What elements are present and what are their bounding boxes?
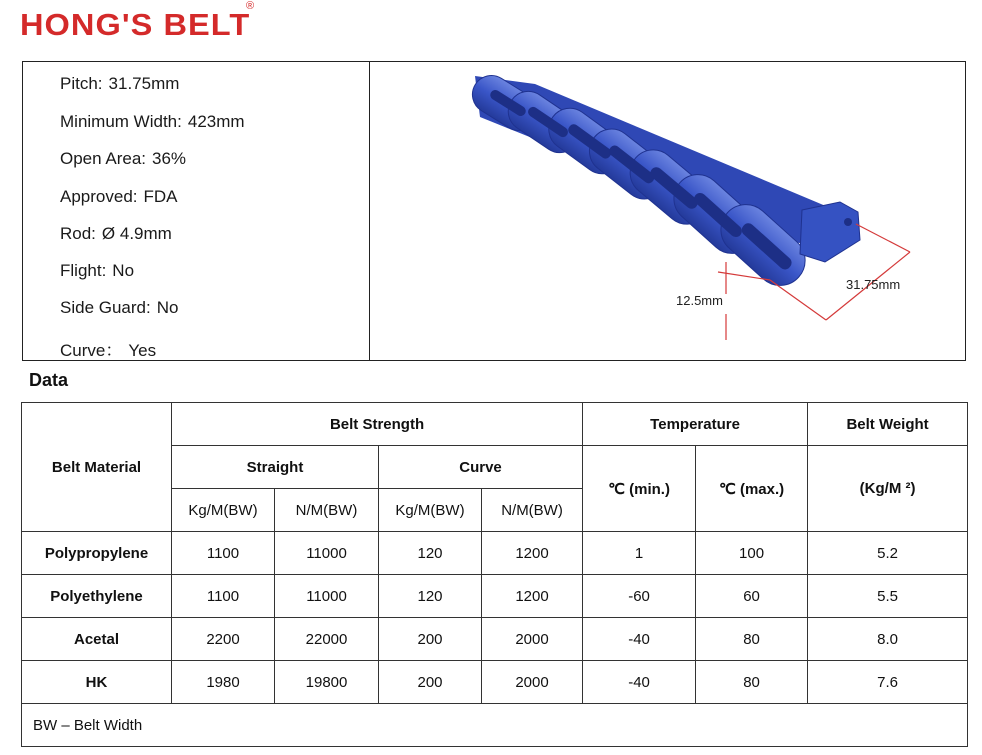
value-cell: 200 bbox=[379, 618, 482, 661]
unit-header: N/M(BW) bbox=[275, 489, 379, 532]
spec-label: Rod: bbox=[60, 224, 96, 243]
spec-label: Approved: bbox=[60, 187, 138, 206]
value-cell: 22000 bbox=[275, 618, 379, 661]
value-cell: -60 bbox=[583, 575, 696, 618]
registered-mark: ® bbox=[246, 0, 255, 12]
spec-box bbox=[22, 61, 966, 361]
value-cell: 120 bbox=[379, 575, 482, 618]
spec-flight bbox=[60, 261, 134, 281]
value-cell: 80 bbox=[696, 618, 808, 661]
brand-name: HONG'S BELT bbox=[20, 7, 251, 42]
section-title: Data bbox=[29, 370, 69, 390]
value-cell: 1100 bbox=[172, 575, 275, 618]
value-cell: 1200 bbox=[482, 532, 583, 575]
value-cell: 5.5 bbox=[808, 575, 968, 618]
value-cell: 100 bbox=[696, 532, 808, 575]
spec-label: Flight: bbox=[60, 261, 107, 280]
value-cell: 1 bbox=[583, 532, 696, 575]
spec-list bbox=[23, 62, 370, 360]
spec-value: 423mm bbox=[187, 112, 245, 131]
spec-value: No bbox=[112, 261, 135, 280]
spec-value: No bbox=[156, 298, 179, 317]
spec-label: Minimum Width: bbox=[60, 112, 182, 131]
spec-min-width bbox=[60, 112, 245, 132]
value-cell: 1100 bbox=[172, 532, 275, 575]
unit-header: Kg/M(BW) bbox=[379, 489, 482, 532]
header-belt-weight: Belt Weight bbox=[808, 403, 968, 446]
value-cell: 7.6 bbox=[808, 661, 968, 704]
header-belt-strength: Belt Strength bbox=[172, 403, 583, 446]
brand-logo bbox=[20, 7, 251, 42]
header-weight-unit: (Kg/M ²) bbox=[808, 446, 968, 532]
material-cell: Acetal bbox=[22, 618, 172, 661]
table-row bbox=[22, 575, 968, 618]
value-cell: -40 bbox=[583, 661, 696, 704]
value-cell: 19800 bbox=[275, 661, 379, 704]
value-cell: 200 bbox=[379, 661, 482, 704]
value-cell: 2000 bbox=[482, 618, 583, 661]
value-cell: 11000 bbox=[275, 575, 379, 618]
header-straight: Straight bbox=[172, 446, 379, 489]
table-row bbox=[22, 618, 968, 661]
table-row bbox=[22, 532, 968, 575]
spec-value: Ø 4.9mm bbox=[101, 224, 172, 243]
value-cell: -40 bbox=[583, 618, 696, 661]
header-temperature: Temperature bbox=[583, 403, 808, 446]
spec-value: 36% bbox=[152, 149, 187, 168]
value-cell: 2000 bbox=[482, 661, 583, 704]
value-cell: 8.0 bbox=[808, 618, 968, 661]
dimension-height-label: 12.5mm bbox=[676, 293, 723, 308]
spec-open-area bbox=[60, 149, 186, 169]
header-curve: Curve bbox=[379, 446, 583, 489]
value-cell: 120 bbox=[379, 532, 482, 575]
value-cell: 1200 bbox=[482, 575, 583, 618]
value-cell: 2200 bbox=[172, 618, 275, 661]
spec-label: Curve： bbox=[60, 341, 123, 360]
spec-value: FDA bbox=[143, 187, 178, 206]
header-temp-max: ℃ (max.) bbox=[696, 446, 808, 532]
spec-side-guard bbox=[60, 298, 178, 318]
spec-rod bbox=[60, 224, 172, 244]
belt-end-block bbox=[800, 202, 860, 262]
header-temp-min: ℃ (min.) bbox=[583, 446, 696, 532]
footnote: BW – Belt Width bbox=[22, 704, 968, 747]
material-cell: Polyethylene bbox=[22, 575, 172, 618]
spec-pitch bbox=[60, 74, 179, 94]
material-cell: HK bbox=[22, 661, 172, 704]
spec-approved bbox=[60, 187, 178, 207]
data-table bbox=[21, 402, 968, 747]
dimension-pitch-label: 31.75mm bbox=[846, 277, 901, 292]
spec-value: 31.75mm bbox=[108, 74, 180, 93]
spec-curve bbox=[60, 336, 156, 361]
unit-header: Kg/M(BW) bbox=[172, 489, 275, 532]
spec-label: Side Guard: bbox=[60, 298, 151, 317]
table-row bbox=[22, 661, 968, 704]
value-cell: 80 bbox=[696, 661, 808, 704]
value-cell: 5.2 bbox=[808, 532, 968, 575]
unit-header: N/M(BW) bbox=[482, 489, 583, 532]
spec-label: Pitch: bbox=[60, 74, 103, 93]
spec-label: Open Area: bbox=[60, 149, 147, 168]
header-belt-material: Belt Material bbox=[22, 403, 172, 532]
value-cell: 1980 bbox=[172, 661, 275, 704]
rod-hole bbox=[844, 218, 852, 226]
belt-module-image bbox=[370, 62, 966, 359]
value-cell: 11000 bbox=[275, 532, 379, 575]
material-cell: Polypropylene bbox=[22, 532, 172, 575]
value-cell: 60 bbox=[696, 575, 808, 618]
spec-value: Yes bbox=[128, 341, 157, 360]
